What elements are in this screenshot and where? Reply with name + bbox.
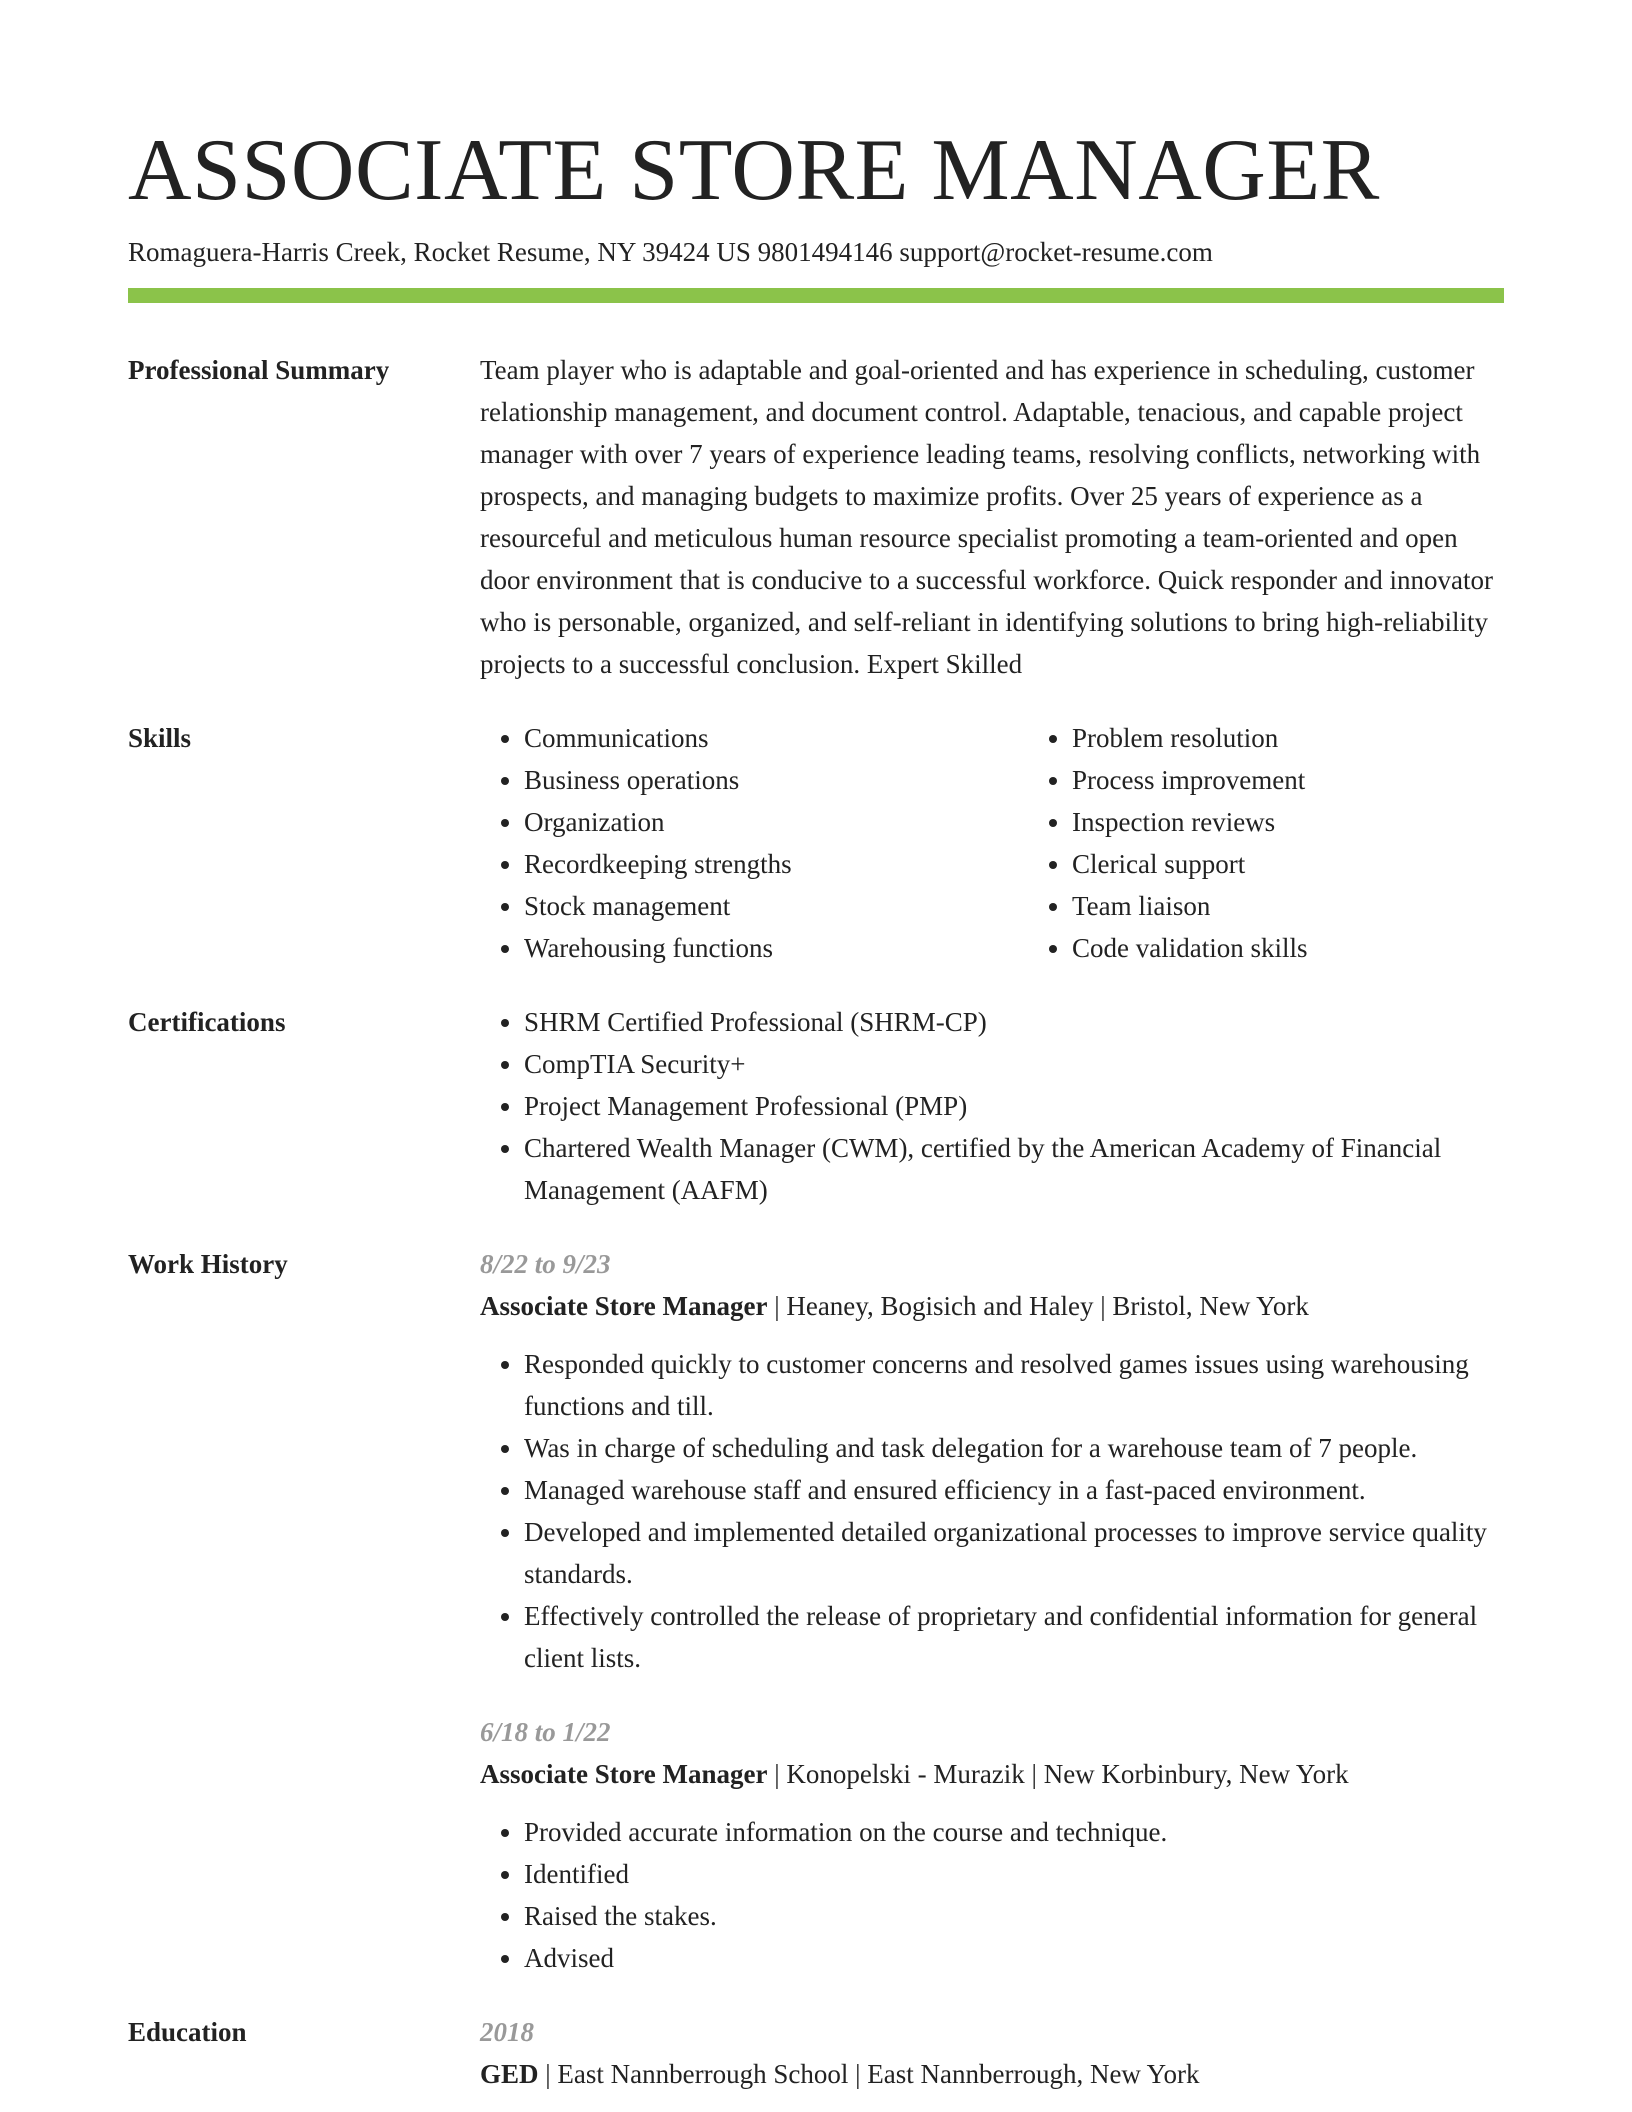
skills-list-left xyxy=(480,717,1028,969)
job-bullet: • Advised xyxy=(524,1937,1504,1979)
job-title: Associate Store Manager xyxy=(480,1759,768,1789)
accent-divider xyxy=(128,288,1504,303)
skill-item: • Code validation skills xyxy=(1072,927,1576,969)
education-details: | East Nannberrough School | East Nannberrough, New York xyxy=(538,2059,1200,2089)
job-bullet: • Was in charge of scheduling and task delegation for a warehouse team of 7 people. xyxy=(524,1427,1504,1469)
skill-item: • Problem resolution xyxy=(1072,717,1576,759)
job-bullet: • Effectively controlled the release of proprietary and confidential information for general client lists. xyxy=(524,1595,1504,1679)
job-details: | Heaney, Bogisich and Haley | Bristol, New York xyxy=(767,1291,1309,1321)
job-bullets xyxy=(480,1343,1504,1679)
skills-list-right xyxy=(1028,717,1576,969)
skill-item: • Warehousing functions xyxy=(524,927,1028,969)
job-details: | Konopelski - Murazik | New Korbinbury, New York xyxy=(767,1759,1349,1789)
job-bullet: • Raised the stakes. xyxy=(524,1895,1504,1937)
resume-title: ASSOCIATE STORE MANAGER xyxy=(128,122,1380,219)
resume-page xyxy=(128,118,1504,2095)
section-label: Professional Summary xyxy=(128,355,390,385)
certifications-list xyxy=(480,1001,1504,1211)
education-heading xyxy=(480,2053,1504,2095)
skill-item: • Inspection reviews xyxy=(1072,801,1576,843)
job-bullet: • Developed and implemented detailed organizational processes to improve service quality standards. xyxy=(524,1511,1504,1595)
skills-section xyxy=(128,717,1504,969)
education-section xyxy=(128,2011,1504,2095)
work-history-section xyxy=(128,1243,1504,1979)
job-heading xyxy=(480,1753,1504,1795)
section-body xyxy=(480,1243,1504,1979)
summary-section xyxy=(128,349,1504,685)
certification-item: • SHRM Certified Professional (SHRM-CP) xyxy=(524,1001,1504,1043)
job-dates: 8/22 to 9/23 xyxy=(480,1249,611,1279)
skill-item: • Process improvement xyxy=(1072,759,1576,801)
job-bullet: • Managed warehouse staff and ensured efficiency in a fast-paced environment. xyxy=(524,1469,1504,1511)
summary-text: Team player who is adaptable and goal-oriented and has experience in scheduling, customer relationship management, and document control. Adaptable, tenacious, and capable project manager with over 7 years of experience leading teams, resolving conflicts, networking with prospects, and managing budgets to maximize profits. Over 25 years of experience as a resourceful and meticulous human resource specialist promoting a team-oriented and open door environment that is conducive to a successful workforce. Quick responder and innovator who is personable, organized, and self-reliant in identifying solutions to bring high-reliability projects to a successful conclusion. Expert Skilled xyxy=(480,355,1493,679)
job-title: Associate Store Manager xyxy=(480,1291,768,1321)
certification-item: • CompTIA Security+ xyxy=(524,1043,1504,1085)
skills-grid xyxy=(480,717,1576,969)
skill-item: • Communications xyxy=(524,717,1028,759)
section-label: Work History xyxy=(128,1249,288,1279)
job-bullets xyxy=(480,1811,1504,1979)
skill-item: • Recordkeeping strengths xyxy=(524,843,1028,885)
skill-item: • Stock management xyxy=(524,885,1028,927)
section-body xyxy=(480,2011,1504,2095)
job-bullet: • Provided accurate information on the course and technique. xyxy=(524,1811,1504,1853)
job-dates: 6/18 to 1/22 xyxy=(480,1717,611,1747)
skill-item: • Organization xyxy=(524,801,1028,843)
certifications-section xyxy=(128,1001,1504,1211)
certification-item: • Chartered Wealth Manager (CWM), certified by the American Academy of Financial Management (AAFM) xyxy=(524,1127,1504,1211)
section-label: Skills xyxy=(128,723,192,753)
certification-item: • Project Management Professional (PMP) xyxy=(524,1085,1504,1127)
section-label: Education xyxy=(128,2017,247,2047)
section-body xyxy=(480,349,1504,685)
job-entry xyxy=(480,1243,1504,1679)
contact-line: Romaguera-Harris Creek, Rocket Resume, NY 39424 US 9801494146 support@rocket-resume.com xyxy=(128,237,1213,267)
skill-item: • Business operations xyxy=(524,759,1028,801)
skill-item: • Team liaison xyxy=(1072,885,1576,927)
job-heading xyxy=(480,1285,1504,1327)
education-dates: 2018 xyxy=(480,2017,534,2047)
job-entry xyxy=(480,1711,1504,1979)
education-degree: GED xyxy=(480,2059,539,2089)
section-body xyxy=(480,1001,1504,1211)
job-bullet: • Responded quickly to customer concerns and resolved games issues using warehousing functions and till. xyxy=(524,1343,1504,1427)
section-label: Certifications xyxy=(128,1007,286,1037)
skill-item: • Clerical support xyxy=(1072,843,1576,885)
job-bullet: • Identified xyxy=(524,1853,1504,1895)
